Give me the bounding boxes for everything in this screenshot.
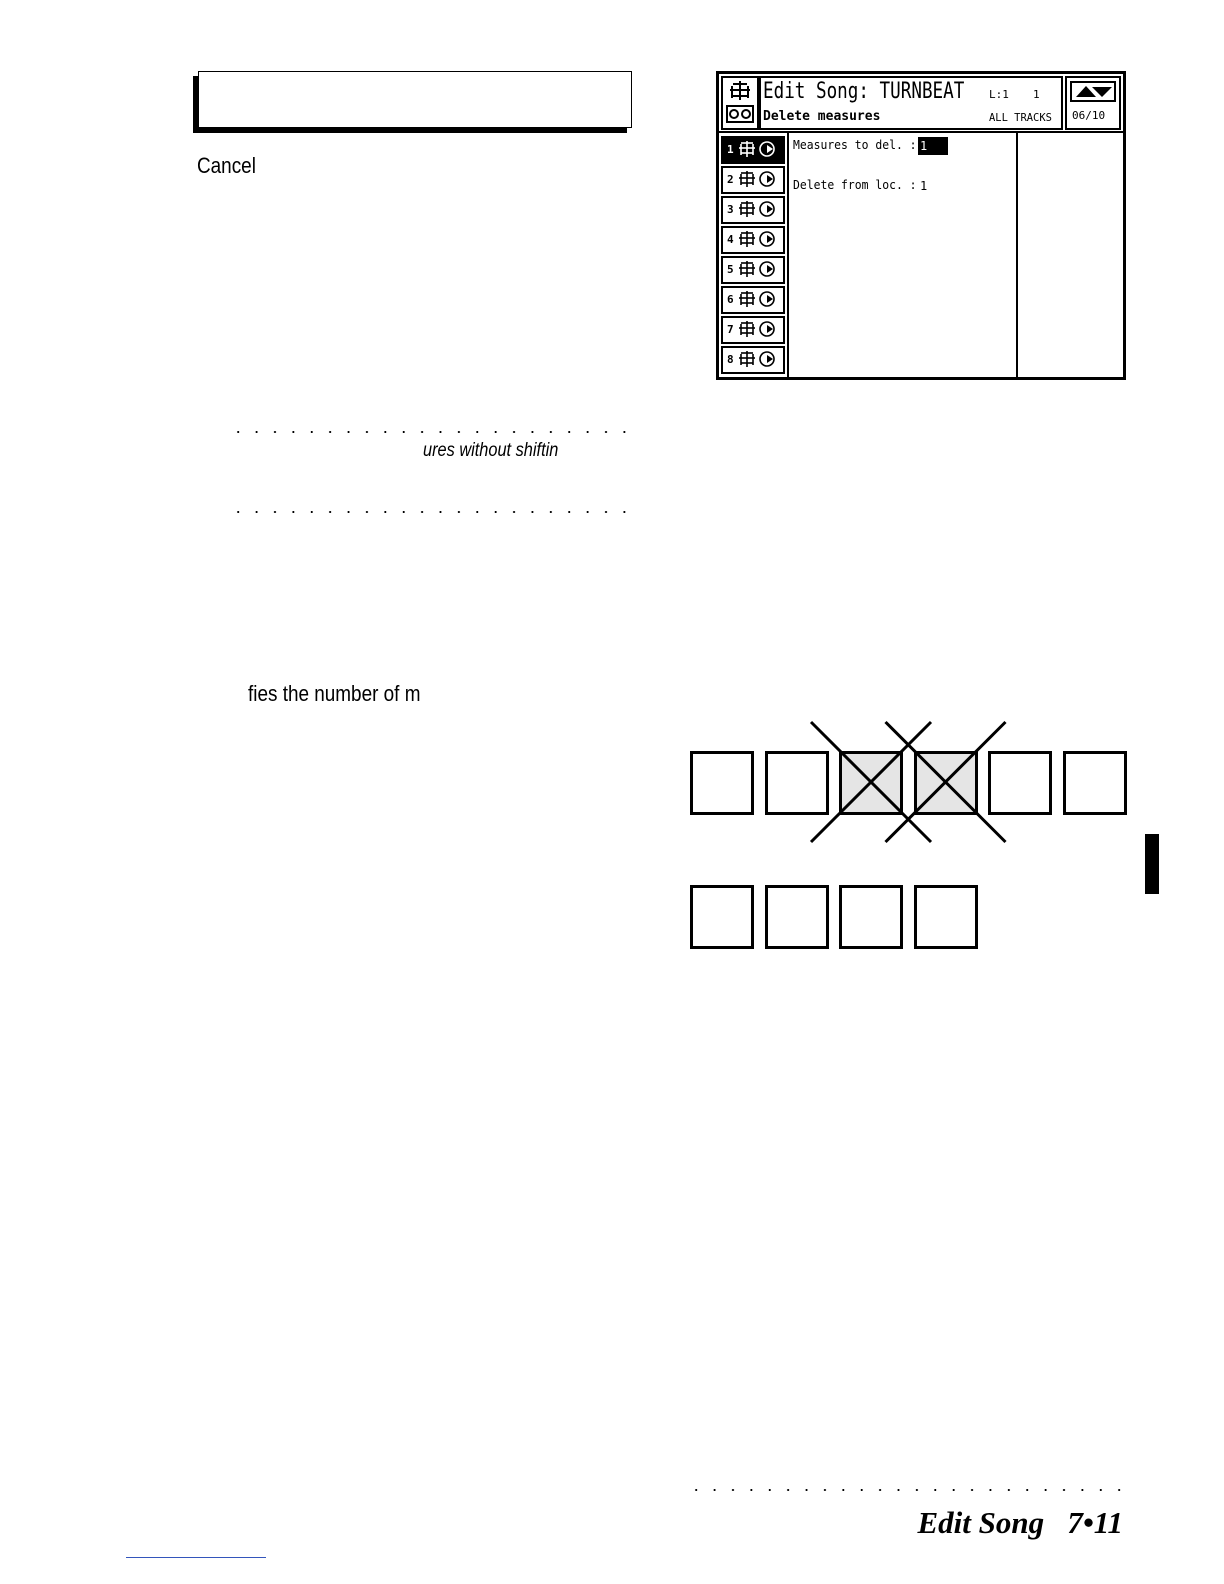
locator-label: L:1 xyxy=(989,88,1009,101)
delete-from-label: Delete from loc. : xyxy=(793,178,917,192)
sequencer-icon xyxy=(737,289,781,309)
tape-icon xyxy=(727,106,753,122)
track-number: 4 xyxy=(727,233,734,246)
dial-icon xyxy=(760,202,774,216)
dial-icon xyxy=(760,232,774,246)
sequencer-icon xyxy=(737,139,781,159)
track-number: 7 xyxy=(727,323,734,336)
track-number: 6 xyxy=(727,293,734,306)
page-arrows-icon xyxy=(1072,83,1114,100)
measures-to-delete-field[interactable]: 1 xyxy=(918,137,948,155)
dial-icon xyxy=(760,352,774,366)
sequencer-icon xyxy=(737,319,781,339)
track-number: 5 xyxy=(727,263,734,276)
title-box xyxy=(759,76,1063,130)
delete-from-field[interactable]: 1 xyxy=(920,179,928,193)
track-number: 3 xyxy=(727,203,734,216)
locator-value: 1 xyxy=(1033,88,1040,101)
note-divider-bottom xyxy=(229,511,633,513)
note-divider-top xyxy=(229,431,633,433)
mode-icon-box[interactable] xyxy=(721,76,759,130)
page-indicator: 06/10 xyxy=(1072,109,1106,122)
track-button-5[interactable] xyxy=(721,256,785,284)
track-number: 1 xyxy=(727,143,734,156)
track-button-8[interactable] xyxy=(721,346,785,374)
delete-measures-diagram xyxy=(688,720,1128,952)
note-text: ures without shiftin xyxy=(423,440,559,461)
sequencer-icon xyxy=(737,349,781,369)
song-icon xyxy=(723,78,757,128)
dial-icon xyxy=(760,172,774,186)
track-column-separator xyxy=(787,133,789,377)
right-panel-separator xyxy=(1016,133,1018,377)
delete-cross-marks xyxy=(688,720,1128,850)
sequencer-icon xyxy=(737,199,781,219)
header-separator xyxy=(719,131,1123,133)
section-heading-box xyxy=(198,71,632,128)
footer-page-number: 7•11 xyxy=(1067,1505,1123,1540)
track-button-4[interactable] xyxy=(721,226,785,254)
footer-link-underline xyxy=(126,1557,266,1558)
lcd-display xyxy=(716,71,1126,380)
screen-title: Edit Song: TURNBEAT xyxy=(763,79,965,104)
sequencer-icon xyxy=(737,229,781,249)
cancel-label: Cancel xyxy=(197,153,256,178)
track-button-3[interactable] xyxy=(721,196,785,224)
body-text-fragment: fies the number of m xyxy=(248,681,421,706)
footer-section-title: Edit Song xyxy=(917,1505,1045,1540)
track-list xyxy=(719,135,787,377)
measure xyxy=(690,885,754,949)
dial-icon xyxy=(760,322,774,336)
measure xyxy=(765,885,829,949)
track-button-7[interactable] xyxy=(721,316,785,344)
track-button-2[interactable] xyxy=(721,166,785,194)
chapter-tab xyxy=(1145,834,1159,894)
track-number: 2 xyxy=(727,173,734,186)
footer-divider xyxy=(687,1489,1123,1491)
page-arrows-button[interactable] xyxy=(1070,81,1116,102)
track-scope: ALL TRACKS xyxy=(989,111,1052,124)
measure xyxy=(839,885,903,949)
measure xyxy=(914,885,978,949)
dial-icon xyxy=(760,142,774,156)
dial-icon xyxy=(760,292,774,306)
track-button-1[interactable] xyxy=(721,136,785,164)
measures-to-delete-label: Measures to del. : xyxy=(793,138,917,152)
sequencer-icon xyxy=(737,259,781,279)
track-number: 8 xyxy=(727,353,734,366)
track-button-6[interactable] xyxy=(721,286,785,314)
page-box[interactable] xyxy=(1065,76,1121,130)
dial-icon xyxy=(760,262,774,276)
screen-subtitle: Delete measures xyxy=(763,109,881,124)
sequencer-icon xyxy=(737,169,781,189)
footer-title xyxy=(917,1505,1123,1541)
